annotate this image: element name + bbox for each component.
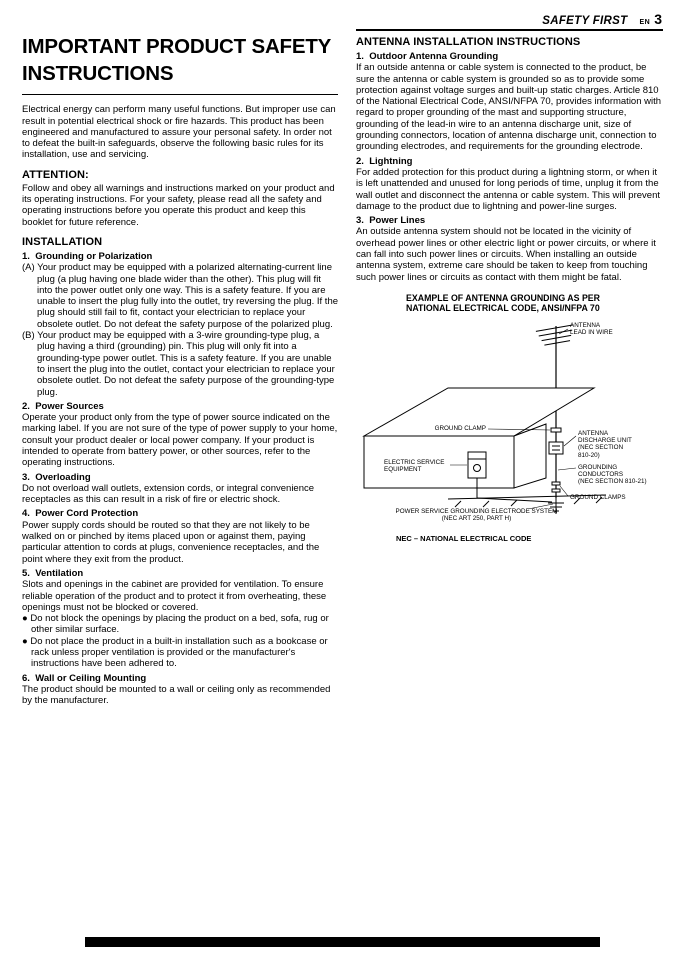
electric-service-equipment-label (384, 459, 448, 473)
power-cord-protection-title: 4. Power Cord Protection (22, 508, 139, 520)
overloading-title: 3. Overloading (22, 471, 91, 483)
diagram-caption-line-2: NATIONAL ELECTRICAL CODE, ANSI/NFPA 70 (406, 303, 600, 314)
antenna-grounding-diagram (356, 318, 663, 530)
ground-clamps-label: GROUND CLAMPS (570, 493, 626, 501)
antenna-installation-heading: ANTENNA INSTALLATION INSTRUCTIONS (356, 36, 581, 48)
power-lines-title: 3. Power Lines (356, 215, 426, 227)
diagram-caption (406, 293, 663, 314)
ventilation-bullet-1: ● Do not block the openings by placing the product on a bed, sofa, rug or other similar surface. (22, 613, 329, 636)
grounding-polarization-title: 1. Grounding or Polarization (22, 250, 153, 262)
label-line: 810-20) (578, 451, 600, 459)
power-sources-body: Operate your product only from the type of power source indicated on the marking label. If you are not sure of the type of power supply to your home, consult your product dealer or local power company. If your product is intended to operate from battery power, or other sources, refer to the operating instructions. (22, 412, 338, 469)
lightning-body: For added protection for this product during a lightning storm, or when it is left unattended and unused for long periods of time, unplug it from the wall outlet and disconnect the antenna or cable system. This will prevent damage to the product due to lightning and power-line surges. (356, 166, 660, 212)
footer-bar (85, 937, 600, 947)
label-line: ANTENNA (570, 321, 601, 329)
intro-paragraph: Electrical energy can perform many useful functions. But improper use can result in potential electrical shock or fire hazards. This product has been engineered and manufactured to assure your personal safety. In order not to defeat the built-in safeguards, observe the following basic rules for its installation, use and servicing. (22, 104, 336, 161)
grounding-polarization-item-b: (B) Your product may be equipped with a 3-wire grounding-type plug, a plug having a third (grounding) pin. This plug will only fit into a grounding-type power outlet. This is a safety feature. If you are unable to insert the plug into the outlet, contact your electrician to replace your obsolete outlet. Do not defeat the safety purpose of the grounding-type plug. (22, 330, 335, 398)
label-line: LEAD IN WIRE (570, 329, 613, 337)
label-line: CONDUCTORS (578, 471, 624, 479)
nec-footnote: NEC – NATIONAL ELECTRICAL CODE (396, 533, 532, 543)
grounding-conductors-label (578, 464, 660, 486)
page-header (542, 11, 662, 27)
diagram-caption-line-1: EXAMPLE OF ANTENNA GROUNDING AS PER (406, 292, 601, 303)
ground-clamp-drawing (551, 428, 561, 432)
ventilation-body: Slots and openings in the cabinet are provided for ventilation. To ensure reliable operation of the product and to protect it from overheating, these openings must not be blocked or covered. (22, 579, 327, 613)
installation-heading: INSTALLATION (22, 235, 103, 248)
power-sources-title: 2. Power Sources (22, 400, 104, 412)
running-head: SAFETY FIRST (542, 15, 628, 27)
power-service-grounding-label (394, 508, 559, 522)
label-line: ELECTRIC SERVICE (384, 458, 445, 466)
overloading-body: Do not overload wall outlets, extension cords, or integral convenience receptacles as this can result in a risk of fire or electric shock. (22, 482, 315, 506)
language-code: EN (639, 19, 651, 26)
label-line: ANTENNA (578, 429, 609, 437)
right-column (356, 36, 663, 543)
label-line: DISCHARGE UNIT (578, 437, 632, 445)
attention-body: Follow and obey all warnings and instructions marked on your product and its operating instructions. For your safety, please read all the safety and operating instructions before you operate this product and keep this booklet for future reference. (22, 182, 335, 228)
page-title: IMPORTANT PRODUCT SAFETY INSTRUCTIONS (22, 34, 338, 95)
label-line: (NEC SECTION 810-21) (578, 478, 647, 486)
ventilation-title: 5. Ventilation (22, 567, 84, 579)
outdoor-antenna-grounding-body: If an outside antenna or cable system is connected to the product, be sure the antenna or cable system is grounded so as to provide some protection against voltage surges and built-up static charges. Article 810 of the National Electrical Code, ANSI/NFPA 70, provides information with regard to proper grounding of the mast and supporting structure, grounding of the lead-in wire to an antenna discharge unit, size of grounding connectors, location of antenna discharge unit, connection to grounding electrodes, and requirements for the grounding electrode. (356, 62, 662, 153)
left-column (22, 34, 338, 707)
header-rule (356, 29, 663, 31)
label-line: POWER SERVICE GROUNDING ELECTRODE SYSTEM (395, 507, 558, 515)
wall-ceiling-mounting-body: The product should be mounted to a wall or ceiling only as recommended by the manufacturer. (22, 683, 331, 707)
lightning-title: 2. Lightning (356, 155, 413, 167)
power-cord-protection-body: Power supply cords should be routed so that they are not likely to be walked on or pinched by items placed upon or against them, paying particular attention to cords at plugs, convenience receptacles, and the point where they exit from the product. (22, 519, 320, 565)
label-line: GROUNDING (578, 463, 618, 471)
antenna-lead-in-wire-label (570, 322, 630, 336)
outdoor-antenna-grounding-title: 1. Outdoor Antenna Grounding (356, 51, 499, 62)
discharge-unit-drawing (549, 442, 563, 454)
label-line: (NEC ART 250, PART H) (441, 515, 512, 523)
antenna-discharge-unit-label (578, 430, 648, 459)
label-line: (NEC SECTION (578, 444, 624, 452)
ventilation-bullet-2: ● Do not place the product in a built-in installation such as a bookcase or rack unless proper ventilation is provided or the manufacturer's instructions have been adhered to. (22, 635, 328, 670)
wall-ceiling-mounting-title: 6. Wall or Ceiling Mounting (22, 672, 147, 684)
label-line: EQUIPMENT (384, 466, 422, 474)
grounding-polarization-item-a: (A) Your product may be equipped with a polarized alternating-current line plug (a plug having one blade wider than the other). This plug will fit into the power outlet only one way. This is a safety feature. If you are unable to insert the plug fully into the outlet, try reversing the plug. If the plug should still fail to fit, contact your electrician to replace your obsolete outlet. Do not defeat the safety purpose of the polarized plug. (22, 262, 339, 330)
attention-heading: ATTENTION: (22, 168, 89, 181)
ground-clamp-label: GROUND CLAMP (434, 424, 486, 432)
ground-clamp-lower-1 (552, 482, 560, 485)
power-lines-body: An outside antenna system should not be located in the vicinity of overhead power lines or other electric light or power circuits, or where it can fall into such power lines or circuits. When installing an outside antenna system, extreme care should be taken to keep from touching such power lines or circuits as contact with them might be fatal. (356, 226, 656, 283)
page-number: 3 (654, 11, 662, 27)
ground-clamp-lower-2 (552, 489, 560, 492)
